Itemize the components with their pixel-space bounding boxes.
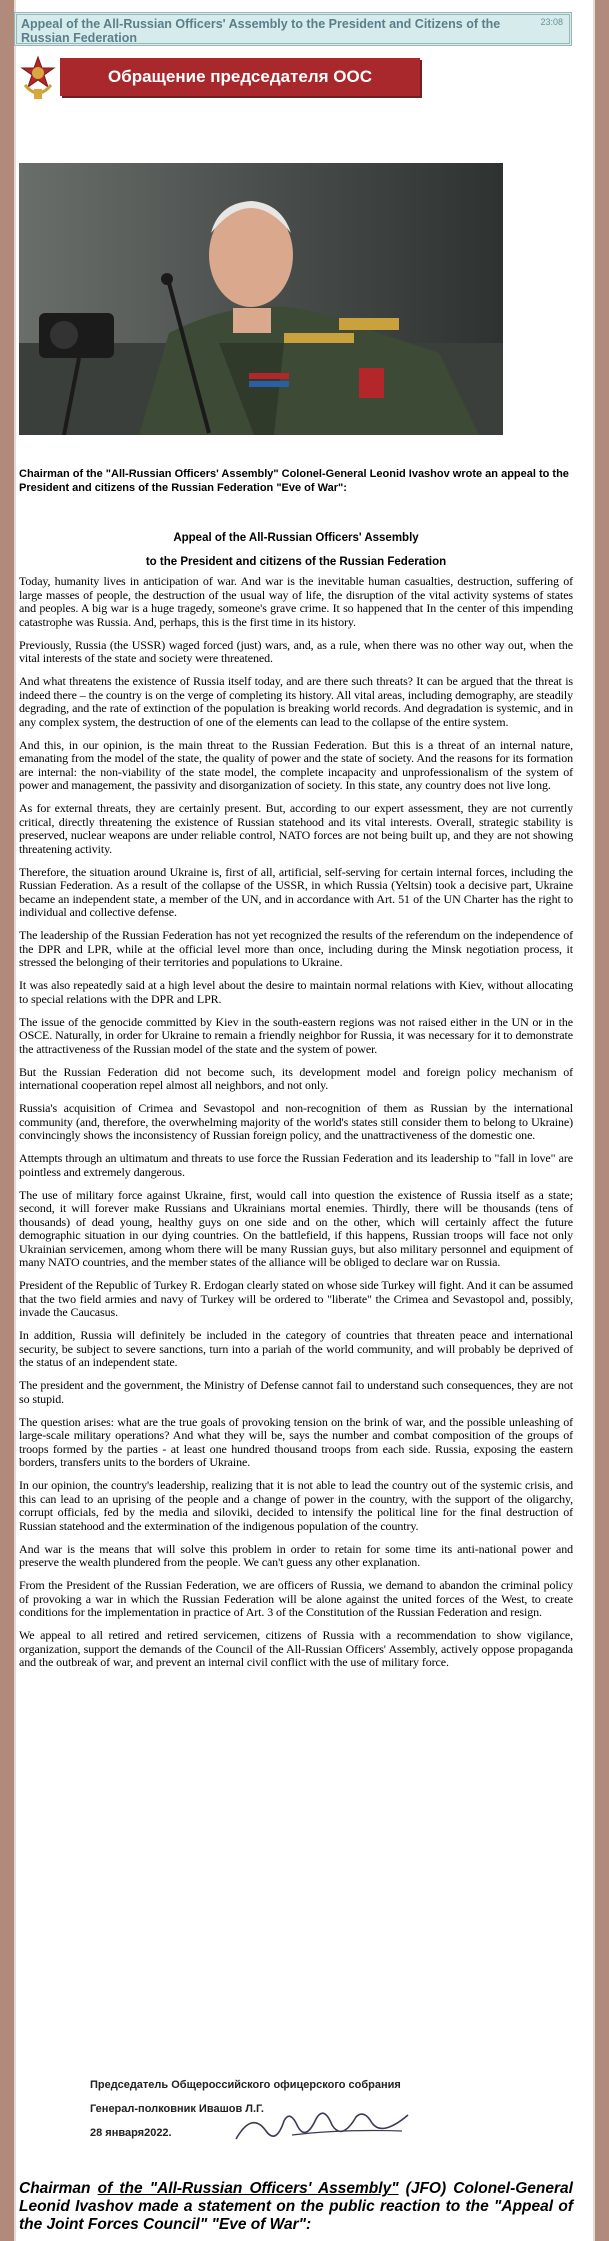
general-portrait-photo	[19, 163, 503, 435]
paragraph: Therefore, the situation around Ukraine is, first of all, artificial, self-serving for certain internal forces, including the Russian Federation. As a result of the collapse of the USSR, in which Russia (Yeltsin) took a decisive part, Ukraine became an independent state, a member of the UN, and in accordance with Art. 51 of the UN Charter has the right to individual and collective defense.	[19, 864, 573, 919]
footer-statement	[19, 2180, 573, 2234]
paragraph: And this, in our opinion, is the main threat to the Russian Federation. But this is a threat of an internal nature, emanating from the model of the state, the quality of power and the state of society. And the reasons for its formation are internal: the non-viability of the state model, the complete incapacity and unprofessionalism of the system of power and management, the passivity and disorganization of society. In this state, any country does not live long.	[19, 737, 573, 792]
signatory-name: Генерал-полковник Ивашов Л.Г.	[90, 2103, 264, 2115]
footer-text: (JFO) Colonel-General Leonid Ivashov made a statement on the public reaction to the "Appeal of the Joint Forces Council" "Eve of War":	[19, 2180, 573, 2233]
officers-assembly-emblem-icon	[19, 55, 57, 101]
footer-text: Chairman	[19, 2180, 98, 2197]
handwritten-signature	[232, 2101, 412, 2147]
appeal-heading-line2: to the President and citizens of the Russian Federation	[145, 556, 447, 568]
paragraph: But the Russian Federation did not become such, its development model and foreign policy mechanism of international cooperation repel almost all neighbors, and not only.	[19, 1064, 573, 1092]
appeal-body	[19, 575, 573, 1679]
appeal-heading-line1: Appeal of the All-Russian Officers' Assembly	[173, 532, 419, 544]
paragraph: We appeal to all retired and retired servicemen, citizens of Russia with a recommendation to show vigilance, organization, support the demands of the Council of the All-Russian Officers' Assembly, actively oppose propaganda and the outbreak of war, and prevent an internal civil conflict with the use of military force.	[19, 1628, 573, 1669]
paragraph: And war is the means that will solve this problem in order to retain for some time its anti-national power and preserve the wealth plundered from the people. We can't guess any other explanation.	[19, 1541, 573, 1569]
signature-date: 28 января2022.	[90, 2127, 172, 2139]
paragraph: President of the Republic of Turkey R. Erdogan clearly stated on whose side Turkey will fight. And it can be assumed that the two field armies and navy of Turkey will be ordered to "liberate" the Crimea and Sevastopol and, possibly, invade the Caucasus.	[19, 1278, 573, 1319]
paragraph: The question arises: what are the true goals of provoking tension on the brink of war, and the possible unleashing of large-scale military operations? And what they will be, says the number and combat composition of the groups of troops formed by the parties - at least one hundred thousand troops from each side. Russia, exposing the eastern borders, transfers units to the borders of Ukraine.	[19, 1414, 573, 1469]
paragraph: The use of military force against Ukraine, first, would call into question the existence of Russia itself as a state; second, it will forever make Russians and Ukrainians mortal enemies. Thirdly, there will be thousands (tens of thousands) of dead young, healthy guys on one side and on the other, which will certainly affect the future demographic situation in our dying countries. On the battlefield, if this happens, Russian troops will face not only Ukrainian servicemen, among whom there will be many Russian guys, but also military personnel and equipment of many NATO countries, and the member states of the alliance will be obliged to declare war on Russia.	[19, 1187, 573, 1269]
paragraph: Today, humanity lives in anticipation of war. And war is the inevitable human casualties, destruction, suffering of large masses of people, the destruction of the usual way of life, the disruption of the vital activity systems of states and peoples. A big war is a huge tragedy, someone's grave crime. It so happened that In the center of this impending catastrophe was Russia. And, perhaps, this is the first time in its history.	[19, 574, 573, 629]
paragraph: In our opinion, the country's leadership, realizing that it is not able to lead the country out of the systemic crisis, and this can lead to an uprising of the people and a change of power in the country, with the support of the oligarchy, corrupt officials, fed by the media and siloviki, decided to intensify the political line for the final destruction of Russian statehood and the extermination of the indigenous population of the country.	[19, 1478, 573, 1533]
paragraph: Attempts through an ultimatum and threats to use force the Russian Federation and its leadership to "fall in love" are pointless and extremely dangerous.	[19, 1151, 573, 1179]
banner-heading: Обращение председателя ООС	[60, 58, 420, 96]
paragraph: The leadership of the Russian Federation has not yet recognized the results of the referendum on the independence of the DPR and LPR, while at the official level more than once, including during the Minsk negotiation process, it stressed the belonging of their territories and populations to Ukraine.	[19, 928, 573, 969]
article-title-bar	[14, 12, 572, 46]
photo-caption: Chairman of the "All-Russian Officers' Assembly" Colonel-General Leonid Ivashov wrote an appeal to the President and citizens of the Russian Federation "Eve of War":	[19, 468, 569, 494]
paragraph: In addition, Russia will definitely be included in the category of countries that threaten peace and international security, be subject to severe sanctions, turn into a pariah of the world community, and will probably be deprived of the status of an independent state.	[19, 1328, 573, 1369]
assembly-link[interactable]: of the "All-Russian Officers' Assembly"	[97, 2180, 399, 2197]
paragraph: Previously, Russia (the USSR) waged forced (just) wars, and, as a rule, when there was no other way out, when the vital interests of the state and society were threatened.	[19, 637, 573, 665]
paragraph: From the President of the Russian Federation, we are officers of Russia, we demand to abandon the criminal policy of provoking a war in which the Russian Federation will be alone against the united forces of the West, to create conditions for the implementation in practice of Art. 3 of the Constitution of the Russian Federation and resign.	[19, 1578, 573, 1619]
paragraph: Russia's acquisition of Crimea and Sevastopol and non-recognition of them as Russian by the international community (and, therefore, the overwhelming majority of the world's states still consider them to belong to Ukraine) convincingly shows the inconsistency of Russian foreign policy, and the unattractiveness of the domestic one.	[19, 1101, 573, 1142]
paragraph: The president and the government, the Ministry of Defense cannot fail to understand such consequences, they are not so stupid.	[19, 1378, 573, 1406]
paragraph: The issue of the genocide committed by Kiev in the south-eastern regions was not raised either in the UN or in the OSCE. Naturally, in order for Ukraine to remain a friendly neighbor for Russia, it was necessary for it to demonstrate the attractiveness of the Russian model of the state and the system of power.	[19, 1014, 573, 1056]
paragraph: It was also repeatedly said at a high level about the desire to maintain normal relations with Kiev, without allocating to special relations with the DPR and LPR.	[19, 978, 573, 1006]
paragraph: And what threatens the existence of Russia itself today, and are there such threats? It can be argued that the threat is indeed there – the country is on the verge of completing its history. All vital areas, including demography, are steadily degrading, and the rate of extinction of the population is breaking world records. And degradation is systemic, and in any complex system, the destruction of one of the elements can lead to the collapse of the entire system.	[19, 674, 573, 729]
post-time: 23:08	[540, 17, 563, 27]
article-title[interactable]: Appeal of the All-Russian Officers' Assembly to the President and Citizens of the Russian Federation	[21, 17, 501, 45]
signatory-title: Председатель Общероссийского офицерского собрания	[90, 2079, 401, 2091]
paragraph: As for external threats, they are certainly present. But, according to our expert assessment, they are not currently critical, directly threatening the existence of Russian statehood and its vital interests. Overall, strategic stability is preserved, nuclear weapons are under reliable control, NATO forces are not being built up, and they are not showing threatening activity.	[19, 801, 573, 856]
